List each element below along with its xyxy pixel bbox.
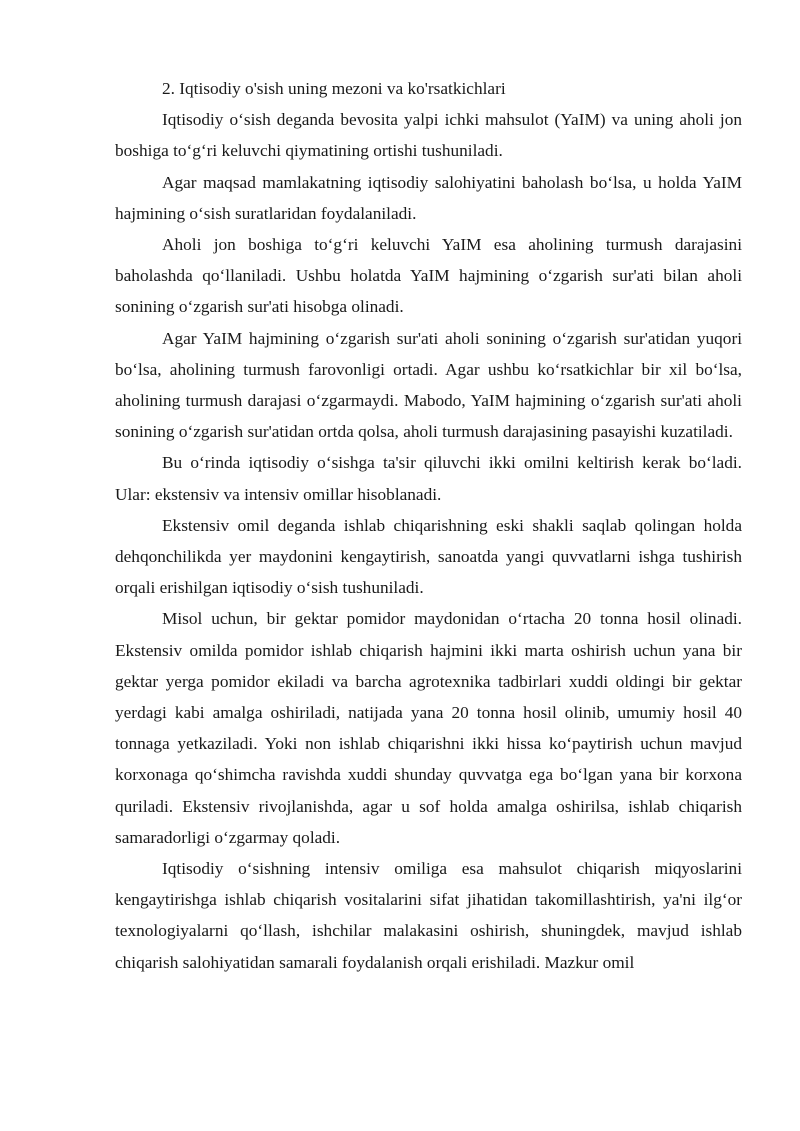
paragraph-7: Misol uchun, bir gektar pomidor maydonidan o‘rtacha 20 tonna hosil olinadi. Ekstensiv omilda pomidor ishlab chiqarish hajmini ikki marta oshirish uchun yana bir gektar yerga pomidor ekiladi va barcha agrotexnika tadbirlari xuddi oldingi bir gektar yerdagi kabi amalga oshiriladi, natijada yana 20 tonna hosil olinib, umumiy hosil 40 tonnaga yetkaziladi. Yoki non ishlab chiqarishni ikki hissa ko‘paytirish uchun mavjud korxonaga qo‘shimcha ravishda xuddi shunday quvvatga ega bo‘lgan yana bir korxona quriladi. Ekstensiv rivojlanishda, agar u sof holda amalga oshirilsa, ishlab chiqarish samaradorligi o‘zgarmay qoladi. <box>115 609 742 847</box>
paragraph-2: Agar maqsad mamlakatning iqtisodiy salohiyatini baholash bo‘lsa, u holda YaIM hajmining o‘sish suratlaridan foydalaniladi. <box>115 172 742 223</box>
document-page <box>115 73 742 978</box>
paragraph-6: Ekstensiv omil deganda ishlab chiqarishning eski shakli saqlab qolingan holda dehqonchilikda yer maydonini kengaytirish, sanoatda yangi quvvatlarni ishga tushirish orqali erishilgan iqtisodiy o‘sish tushuniladi. <box>115 515 742 598</box>
section-heading: 2. Iqtisodiy o'sish uning mezoni va ko'rsatkichlari <box>162 79 506 98</box>
paragraph-3: Aholi jon boshiga to‘g‘ri keluvchi YaIM esa aholining turmush darajasini baholashda qo‘llaniladi. Ushbu holatda YaIM hajmining o‘zgarish sur'ati bilan aholi sonining o‘zgarish sur'ati hisobga olinadi. <box>115 235 742 317</box>
paragraph-1: Iqtisodiy o‘sish deganda bevosita yalpi ichki mahsulot (YaIM) va uning aholi jon boshiga to‘g‘ri keluvchi qiymatining ortishi tushuniladi. <box>115 110 742 161</box>
paragraph-4: Agar YaIM hajmining o‘zgarish sur'ati aholi sonining o‘zgarish sur'atidan yuqori bo‘lsa, aholining turmush farovonligi ortadi. Agar ushbu ko‘rsatkichlar bir xil bo‘lsa, aholining turmush darajasi o‘zgarmaydi. Mabodo, YaIM hajmining o‘zgarish sur'ati aholi sonining o‘zgarish sur'atidan ortda qolsa, aholi turmush darajasining pasayishi kuzatiladi. <box>115 328 742 442</box>
paragraph-5: Bu o‘rinda iqtisodiy o‘sishga ta'sir qiluvchi ikki omilni keltirish kerak bo‘ladi. Ular: ekstensiv va intensiv omillar hisoblanadi. <box>115 453 742 504</box>
paragraph-8: Iqtisodiy o‘sishning intensiv omiliga esa mahsulot chiqarish miqyoslarini kengaytirishga ishlab chiqarish vositalarini sifat jihatidan takomillashtirish, ya'ni ilg‘or texnologiyalarni qo‘llash, ishchilar malakasini oshirish, shuningdek, mavjud ishlab chiqarish salohiyatidan samarali foydalanish orqali erishiladi. Mazkur omil <box>115 859 742 972</box>
